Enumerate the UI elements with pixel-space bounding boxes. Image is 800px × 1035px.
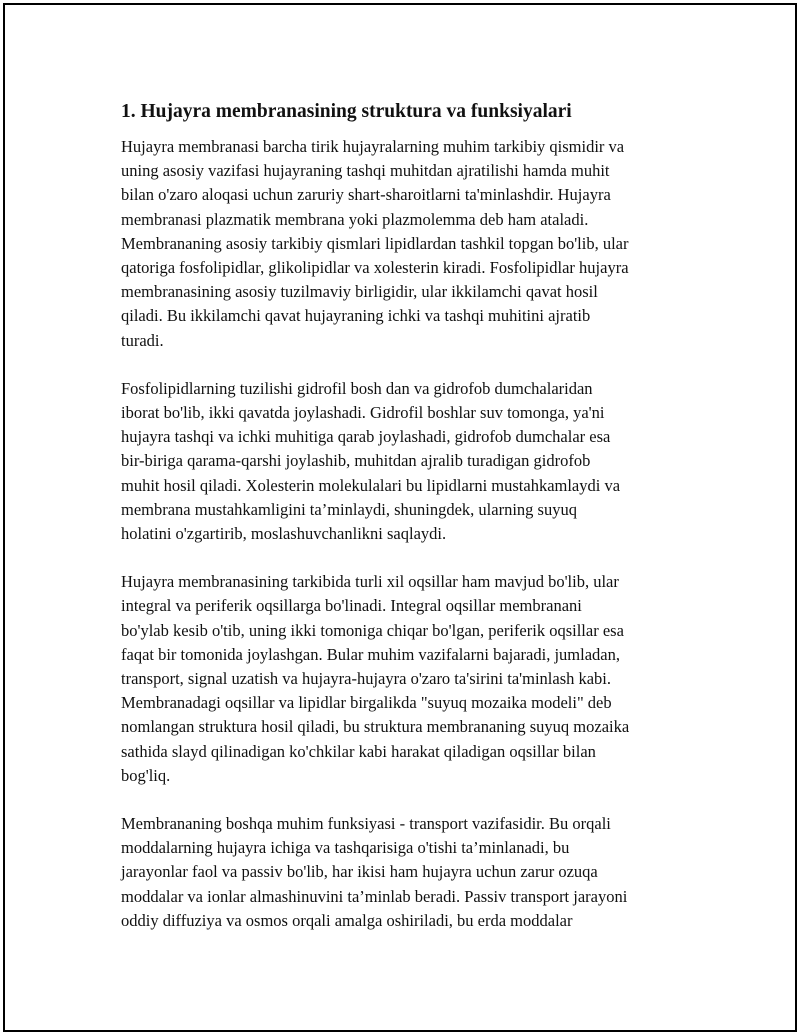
paragraph-line: moddalarning hujayra ichiga va tashqarisiga o'tishi ta’minlanadi, bu (121, 838, 570, 858)
paragraph-line: muhit hosil qiladi. Xolesterin molekulalari bu lipidlarni mustahkamlaydi va (121, 475, 621, 495)
paragraph-line: Membrananing boshqa muhim funksiyasi - transport vazifasidir. Bu orqali (121, 814, 611, 834)
paragraph-line: bir-biriga qarama-qarshi joylashib, muhitdan ajralib turadigan gidrofob (121, 451, 591, 471)
paragraph-line: integral va periferik oqsillarga bo'linadi. Integral oqsillar membranani (121, 596, 582, 616)
paragraph-line: Membranadagi oqsillar va lipidlar birgalikda "suyuq mozaika modeli" deb (121, 693, 612, 713)
paragraph-line: holatini o'zgartirib, moslashuvchanlikni saqlaydi. (121, 524, 447, 544)
paragraph-line: membranasining asosiy tuzilmaviy birligidir, ular ikkilamchi qavat hosil (121, 282, 598, 302)
paragraph-line: Fosfolipidlarning tuzilishi gidrofil bosh dan va gidrofob dumchalaridan (121, 378, 593, 398)
paragraph-2 (121, 377, 721, 546)
section-title: 1. Hujayra membranasining struktura va funksiyalari (121, 101, 572, 122)
paragraph-line: membranasi plazmatik membrana yoki plazmolemma deb ham ataladi. (121, 209, 589, 229)
paragraph-3 (121, 570, 721, 788)
paragraph-line: bo'ylab kesib o'tib, uning ikki tomoniga chiqar bo'lgan, periferik oqsillar esa (121, 620, 624, 640)
paragraph-line: membrana mustahkamligini ta’minlaydi, shuningdek, ularning suyuq (121, 499, 577, 519)
paragraph-line: transport, signal uzatish va hujayra-hujayra o'zaro ta'sirini ta'minlash kabi. (121, 669, 612, 689)
document-content (121, 98, 721, 957)
paragraph-line: jarayonlar faol va passiv bo'lib, har ikisi ham hujayra uchun zarur ozuqa (121, 862, 598, 882)
paragraph-line: bilan o'zaro aloqasi uchun zaruriy shart-sharoitlarni ta'minlashdir. Hujayra (121, 185, 611, 205)
paragraph-line: Hujayra membranasi barcha tirik hujayralarning muhim tarkibiy qismidir va (121, 137, 625, 156)
paragraph-line: moddalar va ionlar almashinuvini ta’minlab beradi. Passiv transport jarayoni (121, 886, 628, 906)
paragraph-line: Membrananing asosiy tarkibiy qismlari lipidlardan tashkil topgan bo'lib, ular (121, 233, 629, 253)
paragraph-line: turadi. (121, 330, 164, 350)
paragraph-line: uning asosiy vazifasi hujayraning tashqi muhitdan ajratilishi hamda muhit (121, 161, 610, 181)
paragraph-line: sathida slayd qilinadigan ko'chkilar kabi harakat qiladigan oqsillar bilan (121, 741, 596, 761)
page-frame (3, 3, 797, 1032)
paragraph-line: nomlangan struktura hosil qiladi, bu struktura membrananing suyuq mozaika (121, 717, 630, 737)
paragraph-line: hujayra tashqi va ichki muhitiga qarab joylashadi, gidrofob dumchalar esa (121, 427, 611, 447)
paragraph-line: bog'liq. (121, 765, 171, 785)
paragraph-1 (121, 135, 721, 353)
paragraph-line: iborat bo'lib, ikki qavatda joylashadi. Gidrofil boshlar suv tomonga, ya'ni (121, 403, 605, 423)
paragraph-line: Hujayra membranasining tarkibida turli xil oqsillar ham mavjud bo'lib, ular (121, 572, 619, 592)
paragraph-line: qiladi. Bu ikkilamchi qavat hujayraning ichki va tashqi muhitini ajratib (121, 306, 591, 326)
paragraph-line: qatoriga fosfolipidlar, glikolipidlar va xolesterin kiradi. Fosfolipidlar hujayra (121, 258, 629, 278)
paragraph-4 (121, 812, 721, 933)
paragraph-line: oddiy diffuziya va osmos orqali amalga oshiriladi, bu erda moddalar (121, 910, 573, 930)
paragraph-line: faqat bir tomonida joylashgan. Bular muhim vazifalarni bajaradi, jumladan, (121, 644, 620, 664)
